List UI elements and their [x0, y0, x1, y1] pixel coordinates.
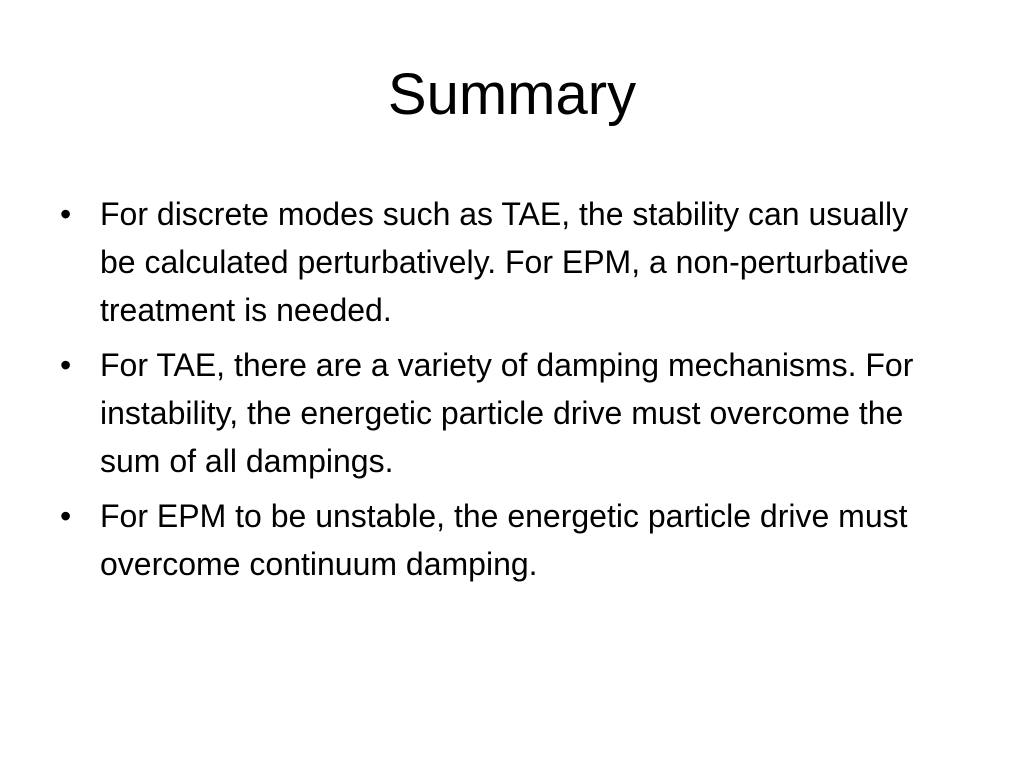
bullet-text: For TAE, there are a variety of damping mechanisms. For instability, the energetic particle drive must overcome the sum of all dampings.	[100, 347, 914, 479]
bullet-text: For discrete modes such as TAE, the stability can usually be calculated perturbatively. For EPM, a non-perturbative treatment is needed.	[100, 196, 909, 328]
bullet-item	[60, 341, 940, 485]
bullet-dot-icon: •	[60, 498, 72, 534]
bullet-dot-icon: •	[60, 347, 72, 383]
bullet-list	[60, 190, 940, 595]
bullet-item	[60, 190, 940, 334]
slide-title: Summary	[387, 62, 637, 127]
bullet-dot-icon: •	[60, 196, 72, 232]
bullet-text: For EPM to be unstable, the energetic particle drive must overcome continuum damping.	[100, 498, 908, 582]
bullet-item	[60, 492, 940, 588]
